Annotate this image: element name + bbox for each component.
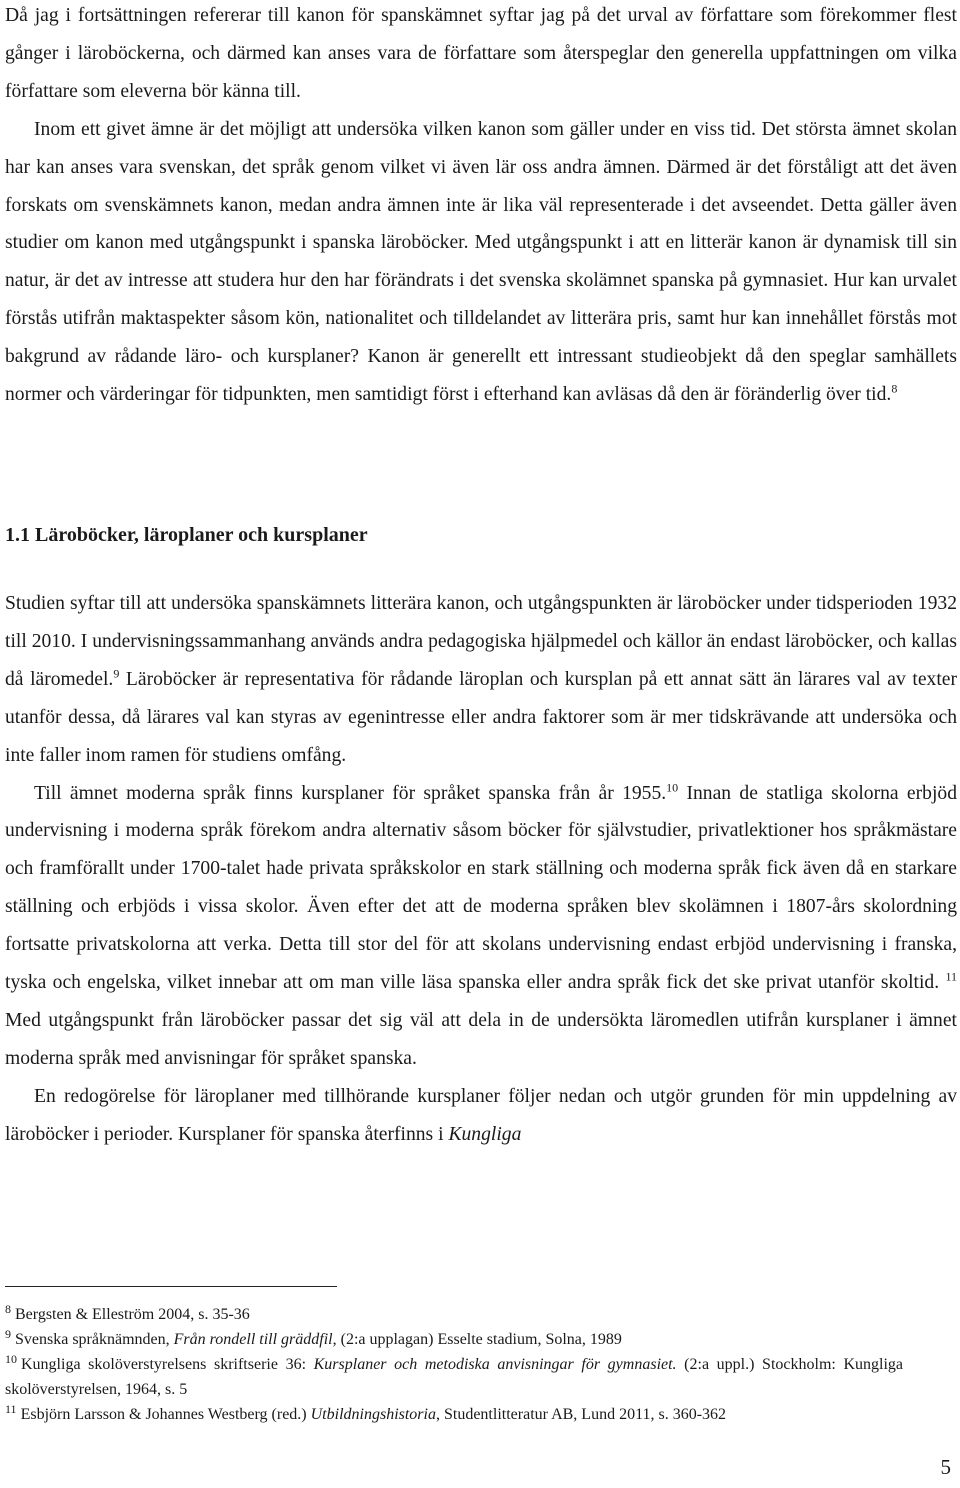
section-body bbox=[5, 585, 957, 1154]
footnote-number: 8 bbox=[5, 1301, 11, 1316]
intro-block bbox=[5, 0, 957, 414]
footnote-text: Bergsten & Elleström 2004, s. 35-36 bbox=[15, 1306, 250, 1323]
page-number: 5 bbox=[940, 1455, 951, 1479]
intro-paragraph-2-text: Inom ett givet ämne är det möjligt att undersöka vilken kanon som gäller under en viss tid. Det största ämnet skolan har kan anses vara svenskan, det språk genom vilket vi även lär oss andra ämnen. Därmed är det förståligt att det även forskats om svenskämnets kanon, medan andra ämnen inte är lika väl representerade i det avseendet. Detta gäller även studier om kanon med utgångspunkt i spanska läroböcker. Med utgångspunkt i att en litterär kanon är dynamisk till sin natur, är det av intresse att studera hur den har förändrats i det svenska skolämnet spanska på gymnasiet. Hur kan urvalet förstås utifrån maktaspekter såsom kön, nationalitet och tilldelandet av litterära pris, samt hur kan innehållet förstås mot bakgrund av rådande läro- och kursplaner? Kanon är generellt ett intressant studieobjekt då den speglar samhällets normer och värderingar för tidpunkten, men samtidigt först i efterhand kan avläsas då den är föränderlig över tid. bbox=[5, 118, 957, 406]
intro-paragraph-1: Då jag i fortsättningen refererar till kanon för spanskämnet syftar jag på det urval av författare som förekommer flest gånger i läroböckerna, och därmed kan anses vara de författare som återspeglar den generella uppfattningen om vilka författare som eleverna bör känna till. bbox=[5, 5, 957, 102]
footnote-ref-9[interactable]: 9 bbox=[113, 666, 120, 681]
footnote-number: 10 bbox=[5, 1351, 17, 1366]
section-paragraph-1-text-b: Läroböcker är representativa för rådande läroplan och kursplan på ett annat sätt än lärares val av texter utanför dessa, då lärares val kan styras av egenintresse eller andra faktorer som är mer tidskrävande att undersöka och inte faller inom ramen för studiens omfång. bbox=[5, 668, 957, 766]
footnote-ref-10[interactable]: 10 bbox=[666, 780, 679, 794]
footnote-text: Esbjörn Larsson & Johannes Westberg (red.) bbox=[20, 1406, 311, 1423]
section-paragraph-3 bbox=[5, 1078, 957, 1154]
section-paragraph-2-text-a: Till ämnet moderna språk finns kursplaner för språket spanska från år 1955. bbox=[34, 782, 667, 804]
footnote-title: Från rondell till gräddfil bbox=[173, 1331, 333, 1348]
footnote-9 bbox=[5, 1327, 903, 1352]
footnote-text-tail: (2:a uppl.) Stockholm: Kungliga skolöverstyrelsen, 1964, s. 5 bbox=[5, 1356, 903, 1398]
footnotes bbox=[5, 1302, 903, 1427]
section-paragraph-1 bbox=[5, 585, 957, 775]
footnote-separator bbox=[5, 1286, 337, 1287]
section-paragraph-3-text: En redogörelse för läroplaner med tillhörande kursplaner följer nedan och utgör grunden för min uppdelning av läroböcker i perioder. Kursplaner för spanska återfinns i bbox=[5, 1085, 957, 1145]
footnote-text: Svenska språknämnden, bbox=[15, 1331, 174, 1348]
intro-paragraph-2 bbox=[5, 111, 957, 414]
section-paragraph-2-text-b: Innan de statliga skolorna erbjöd undervisning i moderna språk förekom andra alternativ såsom böcker för självstudier, privatlektioner hos språkmästare och framförallt under 1700-talet hade privata språkskolor en stark ställning och moderna språk fick även då en starkare ställning och erbjöds i vissa skolor. Även efter det att de moderna språken blev skolämnen i 1807-års skolordning fortsatte privatskolorna att verka. Detta till stor del för att skolans undervisning endast erbjöd undervisning i franska, tyska och engelska, vilket innebar att om man ville läsa spanska eller andra språk fick det ske privat utanför skoltid. bbox=[5, 782, 957, 994]
footnote-title: Utbildningshistoria bbox=[310, 1406, 436, 1423]
section-paragraph-1-text-a: Studien syftar till att undersöka spanskämnets litterära kanon, och utgångspunkten är läroböcker under tidsperioden 1932 till 2010. I undervisningssammanhang används andra pedagogiska hjälpmedel och källor än endast läroböcker, och kallas då läromedel. bbox=[5, 593, 957, 690]
footnote-number: 11 bbox=[5, 1401, 17, 1416]
footnote-text-tail: , (2:a upplagan) Esselte stadium, Solna, 1989 bbox=[332, 1331, 622, 1348]
footnote-title: Kursplaner och metodiska anvisningar för gymnasiet. bbox=[313, 1356, 677, 1373]
footnote-11 bbox=[5, 1402, 903, 1427]
footnote-text-tail: , Studentlitteratur AB, Lund 2011, s. 360-362 bbox=[435, 1406, 727, 1423]
footnote-8 bbox=[5, 1302, 903, 1327]
footnote-ref-8[interactable]: 8 bbox=[891, 381, 898, 396]
footnote-ref-11[interactable]: 11 bbox=[945, 969, 957, 984]
section-paragraph-2 bbox=[5, 775, 957, 1078]
footnote-number: 9 bbox=[5, 1326, 11, 1341]
footnote-text: Kungliga skolöverstyrelsens skriftserie 36: bbox=[21, 1356, 314, 1373]
footnote-10 bbox=[5, 1352, 903, 1402]
section-paragraph-2-text-c: Med utgångspunkt från läroböcker passar det sig väl att dela in de undersökta läromedlen utifrån kursplaner i ämnet moderna språk med anvisningar för språket spanska. bbox=[5, 1009, 957, 1069]
section-paragraph-3-italic: Kungliga bbox=[448, 1123, 522, 1145]
section-heading: 1.1 Läroböcker, läroplaner och kursplaner bbox=[5, 524, 368, 546]
